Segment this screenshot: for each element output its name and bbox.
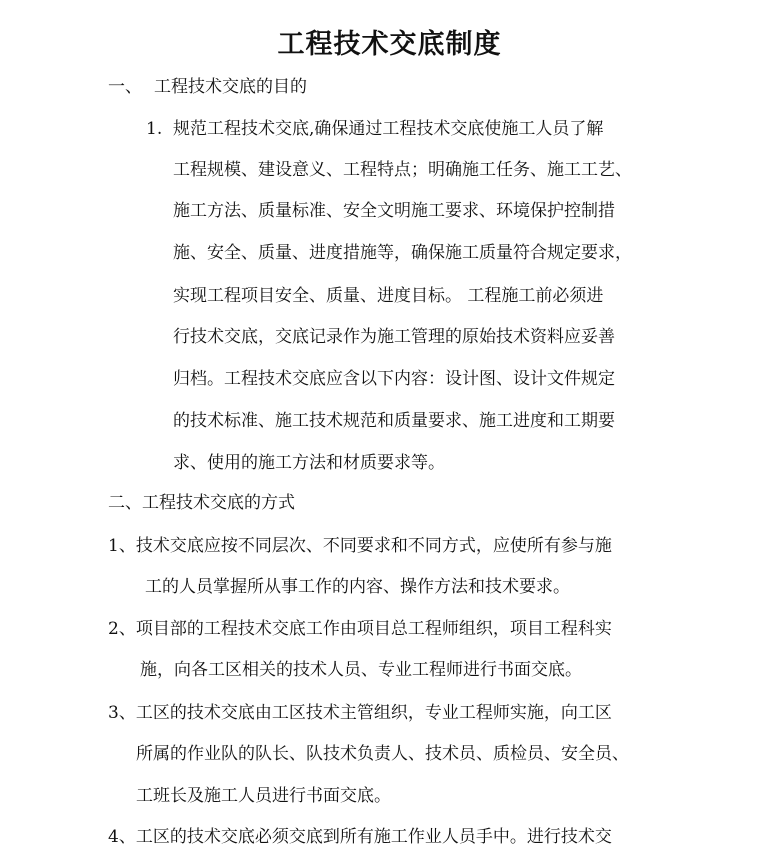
list-item-continuation: 工班长及施工人员进行书面交底。 bbox=[136, 786, 391, 806]
list-item-continuation: 工的人员掌握所从事工作的内容、操作方法和技术要求。 bbox=[145, 577, 570, 597]
paragraph-line: 施、安全、质量、进度措施等，确保施工质量符合规定要求， bbox=[173, 243, 632, 263]
paragraph-line: 施工方法、质量标准、安全文明施工要求、环境保护控制措 bbox=[173, 201, 615, 221]
section-1-marker: 一、 bbox=[108, 77, 142, 97]
paragraph-line: 求、使用的施工方法和材质要求等。 bbox=[173, 453, 445, 473]
paragraph-line: 行技术交底，交底记录作为施工管理的原始技术资料应妥善 bbox=[173, 327, 615, 347]
section-1-item-1-marker: 1. bbox=[146, 119, 163, 139]
document-title: 工程技术交底制度 bbox=[277, 29, 502, 60]
section-2-heading: 二、工程技术交底的方式 bbox=[108, 493, 295, 513]
paragraph-line: 规范工程技术交底,确保通过工程技术交底使施工人员了解 bbox=[173, 119, 604, 139]
paragraph-line: 归档。工程技术交底应含以下内容：设计图、设计文件规定 bbox=[173, 369, 615, 389]
paragraph-line: 实现工程项目安全、质量、进度目标。 工程施工前必须进 bbox=[173, 286, 604, 306]
list-item-line: 4、工区的技术交底必须交底到所有施工作业人员手中。进行技术交 bbox=[108, 827, 612, 847]
list-item-continuation: 施，向各工区相关的技术人员、专业工程师进行书面交底。 bbox=[140, 660, 582, 680]
list-item-line: 3、工区的技术交底由工区技术主管组织，专业工程师实施，向工区 bbox=[108, 703, 612, 723]
section-1-heading: 工程技术交底的目的 bbox=[154, 77, 307, 97]
paragraph-line: 的技术标准、施工技术规范和质量要求、施工进度和工期要 bbox=[173, 411, 615, 431]
list-item-continuation: 所属的作业队的队长、队技术负责人、技术员、质检员、安全员、 bbox=[136, 744, 629, 764]
paragraph-line: 工程规模、建设意义、工程特点；明确施工任务、施工工艺、 bbox=[173, 160, 632, 180]
list-item-line: 1、技术交底应按不同层次、不同要求和不同方式，应使所有参与施 bbox=[108, 536, 612, 556]
list-item-line: 2、项目部的工程技术交底工作由项目总工程师组织，项目工程科实 bbox=[108, 619, 612, 639]
section-1-heading-row bbox=[108, 76, 307, 98]
